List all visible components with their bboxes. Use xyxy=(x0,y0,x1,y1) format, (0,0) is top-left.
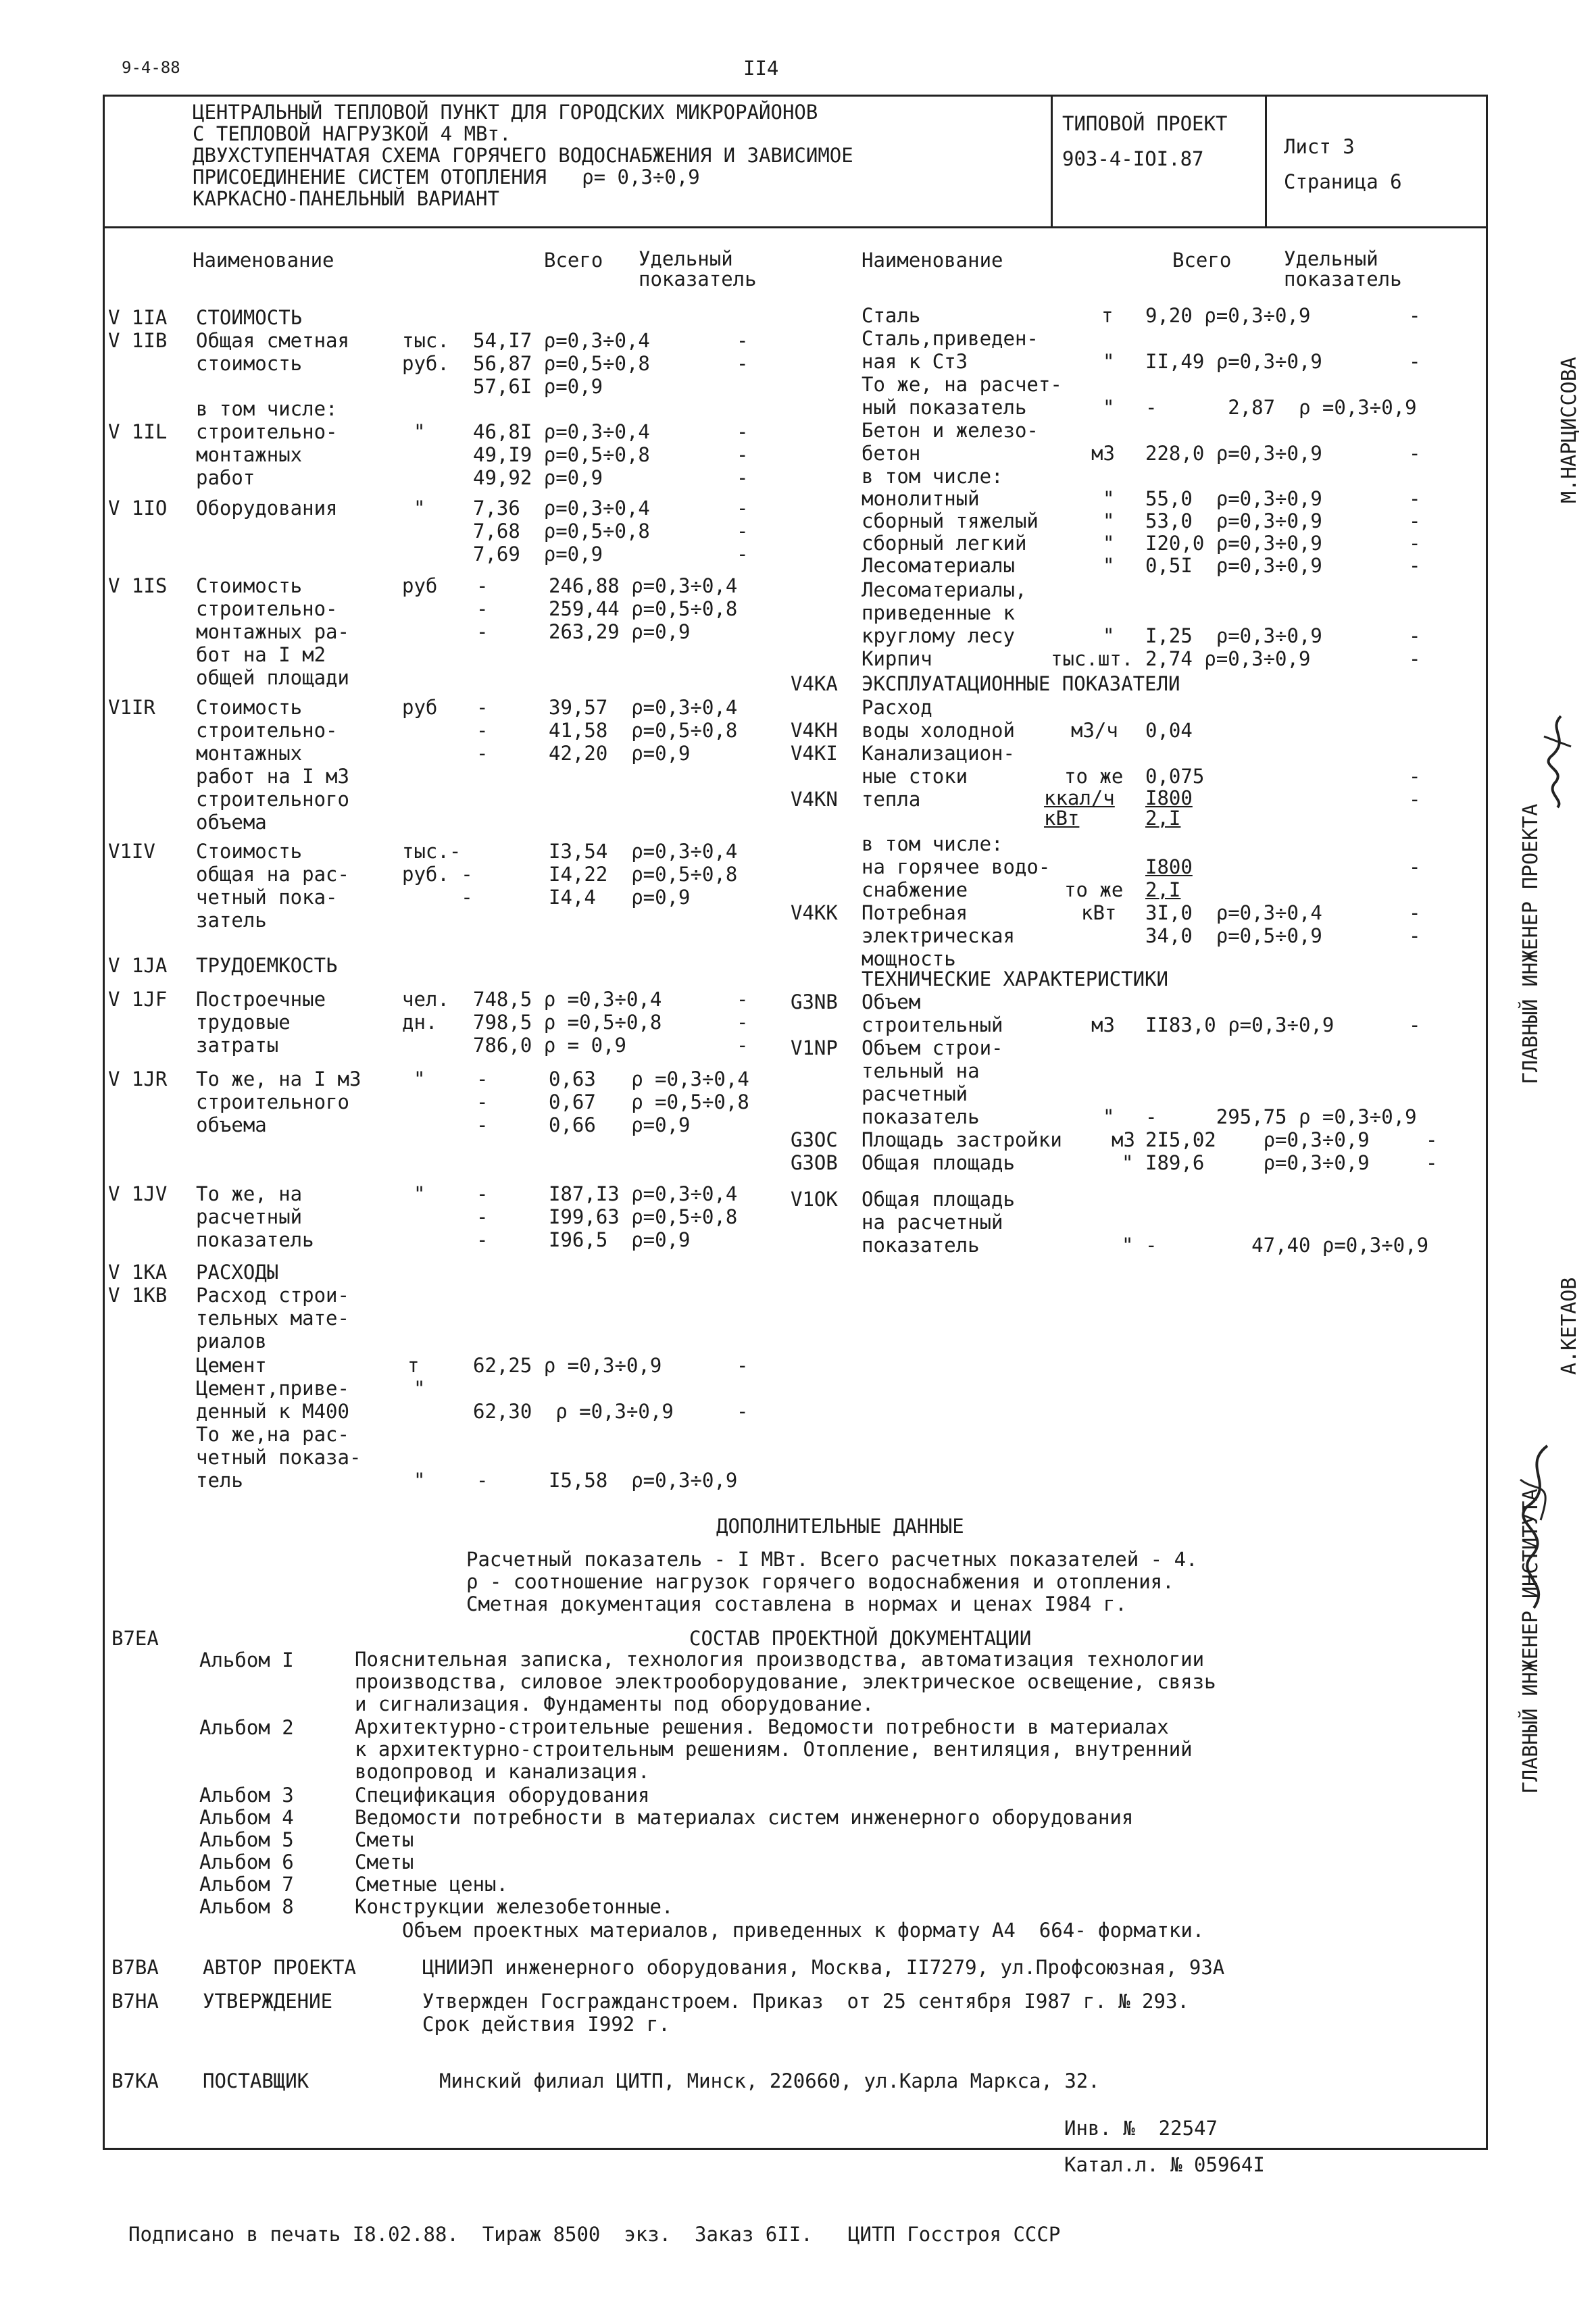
row-code: V 1IL xyxy=(108,420,168,443)
supplier-code: B7KA xyxy=(111,2069,159,2092)
row-unit: т xyxy=(407,1354,420,1377)
row-text: Расход xyxy=(862,696,932,719)
album-label: Альбом 6 xyxy=(199,1851,294,1873)
signer-role-1: ГЛАВНЫЙ ИНЖЕНЕР ПРОЕКТА xyxy=(1519,803,1543,1084)
row-code: V 1IA xyxy=(108,306,168,329)
album-label: Альбом I xyxy=(199,1649,294,1671)
row-values: I800 2,I xyxy=(1145,786,1193,830)
row-values: I800 2,I xyxy=(1145,855,1193,901)
col-total-right: Всего xyxy=(1172,249,1232,272)
row-values: II83,0 ρ=0,3÷0,9 xyxy=(1145,1013,1335,1036)
row-code: V1IV xyxy=(108,840,155,863)
row-code: V1NP xyxy=(791,1036,838,1059)
additional-line: ρ - соотношение нагрузок горячего водоснабжения и отопления. xyxy=(466,1570,1174,1593)
row-text: То же, на расчетный показатель xyxy=(196,1182,314,1251)
additional-line: Расчетный показатель - I МВт. Всего расчетных показателей - 4. xyxy=(466,1548,1198,1571)
row-text: Общая площадь на расчетный показатель xyxy=(862,1188,1015,1257)
row-specific: I87,I3 ρ=0,3÷0,4 I99,63 ρ=0,5÷0,8 I96,5 ρ=0,9 xyxy=(549,1182,738,1251)
row-code: V 1JR xyxy=(108,1067,168,1090)
row-total: - - - xyxy=(476,1182,489,1251)
row-text: Объем строительный xyxy=(862,990,1003,1036)
signer-name-2: А.КЕТАОВ xyxy=(1557,1277,1581,1375)
row-total: - - - xyxy=(476,1067,489,1136)
row-text: Общая площадь xyxy=(862,1151,1015,1174)
col-specific-line: показатель xyxy=(639,268,757,291)
album-text: Сметы xyxy=(355,1851,414,1873)
row-code: V4KK xyxy=(791,901,838,924)
additional-line: Сметная документация составлена в нормах и ценах I984 г. xyxy=(466,1592,1127,1615)
header-title-line: ЦЕНТРАЛЬНЫЙ ТЕПЛОВОЙ ПУНКТ ДЛЯ ГОРОДСКИХ МИКРОРАЙОНОВ xyxy=(193,101,818,124)
row-values: 0,075 xyxy=(1145,765,1205,788)
row-text: Сталь,приведен- ная к Ст3 xyxy=(862,327,1039,373)
row-unit: т xyxy=(1101,304,1114,327)
row-text: Стоимость строительно- монтажных ра- бот на I м2 общей площади xyxy=(196,574,349,689)
print-footer: Подписано в печать I8.02.88. Тираж 8500 экз. Заказ 6II. ЦИТП Госстроя СССР xyxy=(128,2223,1061,2246)
row-values: 62,30 ρ =0,3÷0,9 xyxy=(473,1400,674,1423)
row-specific: - xyxy=(1426,1128,1438,1151)
row-unit: тыс. руб. xyxy=(402,329,449,375)
row-text: Бетон и железо- бетон xyxy=(862,419,1039,465)
row-unit: руб xyxy=(402,696,438,719)
row-unit: " xyxy=(414,497,426,520)
row-specific: - xyxy=(1409,647,1421,670)
album-label: Альбом 3 xyxy=(199,1784,294,1807)
row-text: в том числе: xyxy=(862,465,1003,488)
row-text: Общая сметная стоимость xyxy=(196,329,349,375)
row-specific: I5,58 ρ=0,3÷0,9 xyxy=(549,1469,738,1492)
row-text: Цемент,приве- денный к М400 xyxy=(196,1377,349,1423)
row-text: СТОИМОСТЬ xyxy=(196,306,303,329)
row-text: Расход строи- тельных мате- риалов xyxy=(196,1284,349,1353)
row-specific: 0,63 ρ =0,3÷0,4 0,67 ρ =0,5÷0,8 0,66 ρ=0,9 xyxy=(549,1067,749,1136)
row-values: II,49 ρ=0,3÷0,9 xyxy=(1145,350,1322,373)
row-unit: " xyxy=(414,1377,426,1400)
row-unit: " xyxy=(414,1182,426,1205)
row-text: Стоимость строительно- монтажных работ на I м3 строительного объема xyxy=(196,696,349,834)
row-unit: " xyxy=(414,1067,426,1090)
row-unit: кВт xyxy=(1081,901,1117,924)
row-text: Объем строи- тельный на расчетный показатель xyxy=(862,1036,1003,1128)
album-text: Ведомости потребности в материалах систем инженерного оборудования xyxy=(355,1806,1134,1829)
row-values: 2,74 ρ=0,3÷0,9 xyxy=(1145,647,1311,670)
row-total: - - - xyxy=(476,696,489,765)
row-values: - 2,87 ρ =0,3÷0,9 xyxy=(1145,396,1417,419)
row-unit: " xyxy=(1103,350,1115,373)
row-text: Кирпич xyxy=(862,647,932,670)
row-unit: то же xyxy=(1064,878,1124,901)
col-specific-line: Удельный xyxy=(639,247,733,270)
row-text: монолитный сборный тяжелый сборный легкий Лесоматериалы xyxy=(862,487,1039,577)
inventory-number: Инв. № 22547 xyxy=(1064,2117,1218,2140)
row-unit: м3 xyxy=(1112,1128,1135,1151)
album-text: Сметы xyxy=(355,1828,414,1851)
row-specific: - xyxy=(1409,788,1421,811)
author-text: ЦНИИЭП инженерного оборудования, Москва, II7279, ул.Профсоюзная, 93А xyxy=(422,1956,1225,1979)
row-specific: - - - - xyxy=(1409,487,1421,577)
row-values: 9,20 ρ=0,3÷0,9 xyxy=(1145,304,1311,327)
header-col-divider-2 xyxy=(1265,95,1267,228)
row-text: ТРУДОЕМКОСТЬ xyxy=(196,954,338,977)
row-text: Построечные трудовые затраты xyxy=(196,988,326,1057)
row-code: G3OC xyxy=(791,1128,838,1151)
row-values: I,25 ρ=0,3÷0,9 xyxy=(1145,624,1322,647)
col-specific-right xyxy=(1284,249,1402,289)
row-values: 46,8I ρ=0,3÷0,4 49,I9 ρ=0,5÷0,8 49,92 ρ=0,9 xyxy=(473,420,650,489)
row-unit: " xyxy=(414,420,426,443)
album-label: Альбом 4 xyxy=(199,1806,294,1829)
col-name-right: Наименование xyxy=(862,249,1003,272)
signer-role-2: ГЛАВНЫЙ ИНЖЕНЕР ИНСТИТУТА xyxy=(1519,1488,1543,1794)
col-total-left: Всего xyxy=(544,249,603,272)
page-number: II4 xyxy=(743,57,779,80)
row-text: тепла xyxy=(862,788,921,811)
album-label: Альбом 2 xyxy=(199,1716,294,1739)
col-specific-line: показатель xyxy=(1284,268,1402,291)
row-unit: м3 xyxy=(1091,442,1115,465)
row-specific: - xyxy=(1409,624,1421,647)
header-title-line: С ТЕПЛОВОЙ НАГРУЗКОЙ 4 МВт. xyxy=(193,122,512,145)
row-values: - 47,40 ρ=0,3÷0,9 xyxy=(1145,1234,1429,1257)
author-label: АВТОР ПРОЕКТА xyxy=(203,1956,356,1979)
row-code: V 1IO xyxy=(108,497,168,520)
row-text: Цемент xyxy=(196,1354,267,1377)
row-code: V 1JF xyxy=(108,988,168,1011)
row-text: То же, на расчет- ный показатель xyxy=(862,373,1062,419)
row-specific: - xyxy=(737,1354,749,1377)
row-unit: то же xyxy=(1064,765,1124,788)
header-divider xyxy=(103,226,1488,228)
col-specific-line: Удельный xyxy=(1284,247,1378,270)
album-text: Конструкции железобетонные. xyxy=(355,1895,674,1918)
col-specific-left xyxy=(639,249,757,289)
row-unit: тыс.- руб. - - xyxy=(402,840,473,909)
row-code: V4KI xyxy=(791,742,838,765)
row-specific: 39,57 ρ=0,3÷0,4 41,58 ρ=0,5÷0,8 42,20 ρ=0,9 xyxy=(549,696,738,765)
col-name-left: Наименование xyxy=(193,249,334,272)
row-text: ЭКСПЛУАТАЦИОННЫЕ ПОКАЗАТЕЛИ xyxy=(862,672,1180,695)
row-code: G3NB xyxy=(791,990,838,1013)
row-text: РАСХОДЫ xyxy=(196,1261,279,1284)
composition-code: B7EA xyxy=(111,1627,159,1650)
row-text: Оборудования xyxy=(196,497,338,520)
page-label: Страница 6 xyxy=(1284,170,1402,193)
approval-code: B7HA xyxy=(111,1990,159,2013)
row-text: То же,на рас- четный показа- тель xyxy=(196,1423,361,1492)
row-values: 2I5,02 ρ=0,3÷0,9 xyxy=(1145,1128,1370,1151)
row-code: V 1KB xyxy=(108,1284,168,1307)
row-specific: - - xyxy=(737,329,749,375)
approval-text: Утвержден Госгражданстроем. Приказ от 25 сентября I987 г. № 293. Срок действия I992 г. xyxy=(422,1990,1189,2036)
header-title-line: ПРИСОЕДИНЕНИЕ СИСТЕМ ОТОПЛЕНИЯ ρ= 0,3÷0,9 xyxy=(193,166,700,188)
album-text: Архитектурно-строительные решения. Ведомости потребности в материалах к архитектурно-строительным решениям. Отопление, вентиляция, внутренний водопровод и канализация. xyxy=(355,1715,1193,1783)
row-specific: - xyxy=(1426,1151,1438,1174)
row-unit: " xyxy=(1103,1105,1115,1128)
row-values: 0,04 xyxy=(1145,719,1193,742)
row-total: - xyxy=(476,1469,489,1492)
project-number: 903-4-IOI.87 xyxy=(1062,147,1204,170)
sheet-number: Лист 3 xyxy=(1284,135,1355,158)
row-code: V 1KA xyxy=(108,1261,168,1284)
row-unit: " xyxy=(1103,624,1115,647)
row-code: V1OK xyxy=(791,1188,838,1211)
row-unit: " " " " xyxy=(1103,487,1115,577)
album-text: Спецификация оборудования xyxy=(355,1784,650,1807)
signer-name-1: М.НАРЦИССОВА xyxy=(1557,357,1581,503)
row-values: 62,25 ρ =0,3÷0,9 xyxy=(473,1354,662,1377)
row-code: V 1IS xyxy=(108,574,168,597)
row-code: V 1JA xyxy=(108,954,168,977)
row-values: - 295,75 ρ =0,3÷0,9 xyxy=(1145,1105,1417,1128)
row-specific: - - - xyxy=(737,988,749,1057)
row-specific: - xyxy=(1409,855,1421,878)
album-label: Альбом 7 xyxy=(199,1873,294,1896)
row-unit: м3/ч xyxy=(1071,719,1118,742)
row-code: V4KA xyxy=(791,672,838,695)
row-text: в том числе: xyxy=(196,397,338,420)
composition-volume: Объем проектных материалов, приведенных к формату А4 664- форматки. xyxy=(402,1919,1205,1942)
row-text: ТЕХНИЧЕСКИЕ ХАРАКТЕРИСТИКИ xyxy=(862,967,1168,990)
author-code: B7BA xyxy=(111,1956,159,1979)
composition-title: СОСТАВ ПРОЕКТНОЙ ДОКУМЕНТАЦИИ xyxy=(689,1627,1032,1650)
row-unit: " xyxy=(414,1469,426,1492)
row-specific: - - - xyxy=(737,497,749,565)
row-specific: I3,54 ρ=0,3÷0,4 I4,22 ρ=0,5÷0,8 I4,4 ρ=0,9 xyxy=(549,840,738,909)
row-text: Сталь xyxy=(862,304,921,327)
row-unit: ккал/ч кВт xyxy=(1044,786,1115,830)
row-specific: - - xyxy=(1409,901,1421,947)
row-unit: м3 xyxy=(1091,1013,1115,1036)
row-specific: - xyxy=(1409,442,1421,465)
row-specific: 246,88 ρ=0,3÷0,4 259,44 ρ=0,5÷0,8 263,29 ρ=0,9 xyxy=(549,574,738,643)
project-label: ТИПОВОЙ ПРОЕКТ xyxy=(1062,112,1228,135)
header-col-divider-1 xyxy=(1051,95,1053,228)
row-text: Канализацион- ные стоки xyxy=(862,742,1015,788)
signature-1-icon xyxy=(1534,709,1581,811)
additional-title: ДОПОЛНИТЕЛЬНЫЕ ДАННЫЕ xyxy=(716,1515,964,1538)
row-values: 7,36 ρ=0,3÷0,4 7,68 ρ=0,5÷0,8 7,69 ρ=0,9 xyxy=(473,497,650,565)
row-specific: - xyxy=(1409,1013,1421,1036)
row-specific: - xyxy=(737,1400,749,1423)
document-code: 9-4-88 xyxy=(122,58,180,77)
approval-label: УТВЕРЖДЕНИЕ xyxy=(203,1990,333,2013)
catalog-number: Катал.л. № 05964I xyxy=(1064,2153,1265,2176)
additional-text xyxy=(466,1549,1198,1615)
row-unit: " xyxy=(1122,1234,1134,1257)
album-label: Альбом 8 xyxy=(199,1895,294,1918)
row-text: Стоимость общая на рас- четный пока- затель xyxy=(196,840,349,932)
row-text: строительно- монтажных работ xyxy=(196,420,338,489)
row-code: V 1IB xyxy=(108,329,168,352)
row-text: в том числе: xyxy=(862,832,1003,855)
signature-2-icon xyxy=(1507,1439,1568,1615)
row-text: То же, на I м3 строительного объема xyxy=(196,1067,361,1136)
row-text: воды холодной xyxy=(862,719,1015,742)
row-unit: " xyxy=(1103,396,1115,419)
row-specific: - xyxy=(1409,765,1421,788)
row-code: V 1JV xyxy=(108,1182,168,1205)
row-text: Площадь застройки xyxy=(862,1128,1062,1151)
row-specific: - xyxy=(1409,350,1421,373)
album-text: Пояснительная записка, технология производства, автоматизация технологии производства, силовое электрооборудование, электрическое освещение, связь и сигнализация. Фундаменты под оборудование. xyxy=(355,1648,1216,1715)
row-unit: " xyxy=(1122,1151,1134,1174)
row-unit: руб xyxy=(402,574,438,597)
row-code: V4KH xyxy=(791,719,838,742)
row-specific: - xyxy=(1409,304,1421,327)
row-specific: - - - xyxy=(737,420,749,489)
header-title-line: ДВУХСТУПЕНЧАТАЯ СХЕМА ГОРЯЧЕГО ВОДОСНАБЖЕНИЯ И ЗАВИСИМОЕ xyxy=(193,144,853,167)
row-values: 54,I7 ρ=0,3÷0,4 56,87 ρ=0,5÷0,8 57,6I ρ=0,9 xyxy=(473,329,650,398)
header-title xyxy=(193,101,853,209)
header-title-line: КАРКАСНО-ПАНЕЛЬНЫЙ ВАРИАНТ xyxy=(193,187,499,210)
row-values: 748,5 ρ =0,3÷0,4 798,5 ρ =0,5÷0,8 786,0 ρ = 0,9 xyxy=(473,988,662,1057)
row-text: на горячее водо- снабжение xyxy=(862,855,1051,901)
row-unit: тыс.шт. xyxy=(1051,647,1134,670)
row-code: V4KN xyxy=(791,788,838,811)
supplier-label: ПОСТАВЩИК xyxy=(203,2069,309,2092)
row-text: Потребная электрическая мощность xyxy=(862,901,1015,970)
row-unit: чел. дн. xyxy=(402,988,449,1034)
row-text: Лесоматериалы, приведенные к круглому лесу xyxy=(862,578,1027,647)
row-values: 55,0 ρ=0,3÷0,9 53,0 ρ=0,3÷0,9 I20,0 ρ=0,3÷0,9 0,5I ρ=0,3÷0,9 xyxy=(1145,487,1322,577)
row-code: V1IR xyxy=(108,696,155,719)
row-values: 3I,0 ρ=0,3÷0,4 34,0 ρ=0,5÷0,9 xyxy=(1145,901,1322,947)
album-text: Сметные цены. xyxy=(355,1873,508,1896)
row-values: 228,0 ρ=0,3÷0,9 xyxy=(1145,442,1322,465)
supplier-text: Минский филиал ЦИТП, Минск, 220660, ул.Карла Маркса, 32. xyxy=(439,2069,1100,2092)
row-total: - - - xyxy=(476,574,489,643)
album-label: Альбом 5 xyxy=(199,1828,294,1851)
row-code: G3OB xyxy=(791,1151,838,1174)
row-values: I89,6 ρ=0,3÷0,9 xyxy=(1145,1151,1370,1174)
